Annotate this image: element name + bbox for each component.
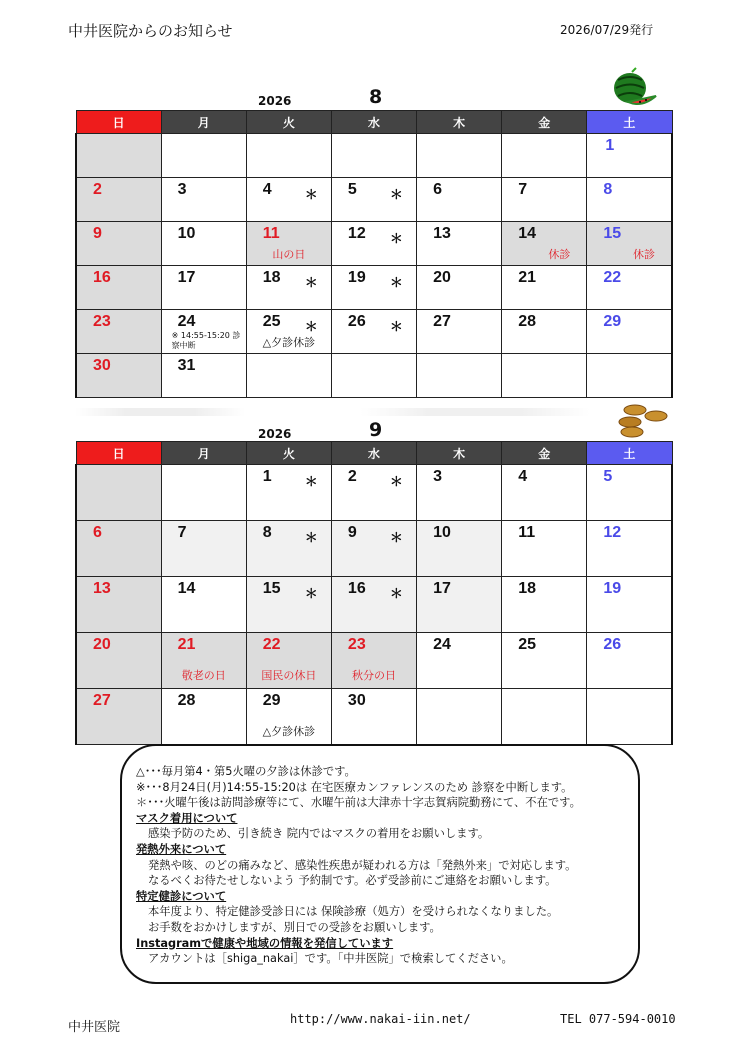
- day-cell: [331, 465, 416, 521]
- day-cell: [246, 689, 331, 745]
- day-number: 15: [603, 225, 622, 242]
- phone-number: TEL 077-594-0010: [560, 1012, 676, 1026]
- mask-heading: マスク着用について: [136, 811, 238, 825]
- fever-heading: 発熱外来について: [136, 842, 227, 856]
- day-cell: [76, 633, 161, 689]
- day-number: 2: [347, 468, 357, 485]
- day-cell: [331, 354, 416, 398]
- day-note: 秋分の日: [351, 669, 396, 682]
- day-cell: [331, 266, 416, 310]
- day-cell: [161, 134, 246, 178]
- weekday-thu: 木: [417, 442, 502, 465]
- day-note: 休診: [633, 248, 655, 261]
- day-note: 休診: [548, 248, 571, 261]
- absence-mark: ＊: [389, 232, 403, 247]
- weekday-mon: 月: [161, 111, 246, 134]
- notice-line: アカウントは［shiga_nakai］です。「中井医院」で検索してください。: [148, 952, 513, 966]
- weekday-tue: 火: [246, 442, 331, 465]
- website-link[interactable]: http://www.nakai-iin.net/: [290, 1012, 471, 1026]
- day-number: 17: [177, 269, 196, 286]
- day-number: 18: [518, 580, 536, 597]
- weekday-mon: 月: [161, 442, 246, 465]
- weekday-wed: 水: [331, 111, 416, 134]
- day-note: 敬老の日: [181, 669, 226, 682]
- day-cell: [161, 310, 246, 354]
- notice-line: △･･･毎月第4・第5火曜の夕診は休診です。: [136, 765, 356, 778]
- day-cell: [587, 178, 672, 222]
- day-cell: [417, 577, 502, 633]
- day-number: 9: [93, 225, 102, 242]
- day-number: 26: [603, 636, 622, 653]
- day-cell: [161, 577, 246, 633]
- day-cell: [417, 521, 502, 577]
- day-cell: [246, 134, 331, 178]
- august-year: 2026: [258, 94, 292, 108]
- weekday-sat: 土: [587, 111, 672, 134]
- decor-bar: [360, 408, 590, 416]
- day-number: 24: [433, 636, 451, 653]
- day-number: 8: [262, 524, 272, 541]
- day-number: 10: [433, 524, 451, 541]
- day-number: 14: [177, 580, 196, 597]
- day-number: 25: [518, 636, 536, 653]
- day-cell: [161, 633, 246, 689]
- day-cell: [502, 633, 587, 689]
- weekday-sat: 土: [587, 442, 672, 465]
- day-note: △夕診休診: [262, 725, 316, 738]
- absence-mark: ＊: [304, 188, 318, 203]
- instagram-heading: Instagramで健康や地域の情報を発信しています: [136, 936, 394, 950]
- absence-mark: ＊: [304, 531, 318, 546]
- absence-mark: ＊: [389, 276, 403, 291]
- day-number: 22: [603, 269, 622, 286]
- day-number: 24: [177, 313, 196, 330]
- august-calendar: [75, 110, 673, 398]
- day-number: 5: [603, 468, 613, 485]
- day-cell: [587, 222, 672, 266]
- day-number: 10: [177, 225, 196, 242]
- day-number: 4: [262, 181, 272, 198]
- day-cell: [417, 134, 502, 178]
- notice-line: ＊･･･火曜午後は訪問診療等にて、水曜午前は大津赤十字志賀病院勤務にて、不在です。: [136, 796, 581, 810]
- day-number: 8: [603, 181, 613, 198]
- notice-line: 感染予防のため、引き続き 院内ではマスクの着用をお願いします。: [148, 827, 490, 841]
- day-cell: [246, 222, 331, 266]
- day-note: 山の日: [272, 248, 306, 261]
- absence-mark: ＊: [304, 475, 318, 490]
- day-cell: [587, 689, 672, 745]
- day-number: 29: [262, 692, 281, 709]
- watermelon-icon: [608, 66, 658, 108]
- day-number: 18: [262, 269, 281, 286]
- checkup-heading: 特定健診について: [136, 889, 227, 903]
- weekday-tue: 火: [246, 111, 331, 134]
- notice-line: ※･･･8月24日(月)14:55-15:20は 在宅医療カンファレンスのため 診察を中断します。: [136, 780, 573, 794]
- day-cell: [417, 222, 502, 266]
- day-number: 19: [347, 269, 366, 286]
- day-number: 9: [347, 524, 357, 541]
- day-cell: [587, 310, 672, 354]
- day-number: 21: [518, 269, 536, 286]
- day-cell: [76, 310, 161, 354]
- issue-date: 2026/07/29発行: [560, 23, 654, 37]
- september-calendar: [75, 441, 673, 745]
- clinic-name: 中井医院: [68, 1020, 121, 1035]
- day-cell: [76, 354, 161, 398]
- weekday-fri: 金: [502, 111, 587, 134]
- day-cell: [502, 178, 587, 222]
- day-cell: [76, 222, 161, 266]
- weekday-sun: 日: [76, 111, 161, 134]
- notice-line: 発熱や咳、のどの痛みなど、感染性疾患が疑われる方は「発熱外来」で対応します。: [148, 858, 577, 872]
- day-number: 13: [93, 580, 111, 597]
- day-cell: [502, 465, 587, 521]
- day-cell: [502, 222, 587, 266]
- day-number: 30: [93, 357, 111, 374]
- day-number: 16: [93, 269, 111, 286]
- day-cell: [502, 266, 587, 310]
- notice-line: 本年度より、特定健診受診日には 保険診療（処方）を受けられなくなりました。: [148, 905, 559, 919]
- notice-line: なるべくお待たせしないよう 予約制です。必ず受診前にご連絡をお願いします。: [148, 874, 557, 888]
- day-number: 12: [347, 225, 366, 242]
- day-cell: [331, 521, 416, 577]
- day-number: 5: [347, 181, 357, 198]
- day-number: 11: [262, 225, 280, 242]
- day-cell: [246, 266, 331, 310]
- day-number: 31: [177, 357, 196, 374]
- day-cell: [331, 577, 416, 633]
- decor-bar: [75, 408, 245, 416]
- day-number: 1: [605, 137, 615, 154]
- day-cell: [76, 465, 161, 521]
- absence-mark: ＊: [389, 320, 403, 335]
- day-cell: [502, 310, 587, 354]
- day-cell: [417, 266, 502, 310]
- day-cell: [587, 465, 672, 521]
- day-number: 15: [262, 580, 281, 597]
- weekday-fri: 金: [502, 442, 587, 465]
- day-number: 12: [603, 524, 622, 541]
- day-cell: [161, 178, 246, 222]
- day-number: 27: [93, 692, 111, 709]
- day-number: 26: [347, 313, 366, 330]
- day-cell: [161, 521, 246, 577]
- day-number: 23: [347, 636, 366, 653]
- day-cell: [331, 689, 416, 745]
- day-cell: [76, 689, 161, 745]
- day-number: 3: [177, 181, 187, 198]
- day-cell: [161, 354, 246, 398]
- day-cell: [587, 577, 672, 633]
- day-cell: [331, 134, 416, 178]
- day-number: 21: [177, 636, 196, 653]
- day-number: 20: [433, 269, 451, 286]
- september-month: 9: [369, 419, 383, 441]
- day-cell: [76, 266, 161, 310]
- day-cell: [587, 134, 672, 178]
- notice-line: お手数をおかけしますが、別日での受診をお願いします。: [148, 920, 441, 934]
- absence-mark: ＊: [304, 320, 318, 335]
- day-number: 17: [433, 580, 451, 597]
- day-cell: [161, 222, 246, 266]
- day-cell: [246, 577, 331, 633]
- day-cell: [502, 354, 587, 398]
- day-cell: [76, 178, 161, 222]
- september-year: 2026: [258, 427, 292, 441]
- page-title: 中井医院からのお知らせ: [68, 22, 233, 40]
- day-number: 7: [518, 181, 528, 198]
- day-number: 28: [518, 313, 536, 330]
- day-cell: [417, 354, 502, 398]
- day-cell: [246, 310, 331, 354]
- notice-box: [120, 744, 640, 984]
- day-number: 14: [518, 225, 536, 242]
- day-cell: [417, 689, 502, 745]
- absence-mark: ＊: [304, 587, 318, 602]
- absence-mark: ＊: [304, 276, 318, 291]
- day-cell: [587, 521, 672, 577]
- day-number: 23: [93, 313, 111, 330]
- day-cell: [331, 178, 416, 222]
- day-number: 25: [262, 313, 281, 330]
- day-number: 4: [518, 468, 528, 485]
- day-number: 6: [93, 524, 102, 541]
- day-cell: [587, 266, 672, 310]
- day-number: 29: [603, 313, 622, 330]
- day-number: 6: [433, 181, 442, 198]
- day-note: △夕診休診: [262, 336, 316, 349]
- day-cell: [502, 134, 587, 178]
- day-number: 11: [518, 524, 536, 541]
- day-cell: [331, 310, 416, 354]
- day-cell: [161, 266, 246, 310]
- day-cell: [246, 178, 331, 222]
- absence-mark: ＊: [389, 188, 403, 203]
- day-cell: [246, 521, 331, 577]
- day-number: 30: [347, 692, 366, 709]
- day-cell: [246, 633, 331, 689]
- day-number: 1: [262, 468, 272, 485]
- day-cell: [76, 577, 161, 633]
- day-cell: [587, 354, 672, 398]
- day-cell: [331, 222, 416, 266]
- day-cell: [76, 521, 161, 577]
- day-cell: [502, 577, 587, 633]
- weekday-wed: 水: [331, 442, 416, 465]
- day-number: 22: [262, 636, 281, 653]
- day-cell: [161, 465, 246, 521]
- day-number: 20: [93, 636, 111, 653]
- day-number: 13: [433, 225, 451, 242]
- day-cell: [417, 465, 502, 521]
- day-cell: [502, 689, 587, 745]
- weekday-sun: 日: [76, 442, 161, 465]
- rice-cracker-icon: [610, 402, 670, 438]
- august-month: 8: [369, 86, 383, 108]
- day-cell: [161, 689, 246, 745]
- absence-mark: ＊: [389, 531, 403, 546]
- day-cell: [76, 134, 161, 178]
- day-number: 27: [433, 313, 451, 330]
- day-cell: [502, 521, 587, 577]
- day-cell: [417, 178, 502, 222]
- absence-mark: ＊: [389, 475, 403, 490]
- day-number: 3: [433, 468, 442, 485]
- day-cell: [331, 633, 416, 689]
- weekday-thu: 木: [417, 111, 502, 134]
- day-cell: [246, 465, 331, 521]
- day-number: 19: [603, 580, 622, 597]
- day-number: 16: [347, 580, 366, 597]
- day-cell: [246, 354, 331, 398]
- day-note: 国民の休日: [261, 669, 317, 682]
- day-small-note: ※ 14:55-15:20 診察中断: [171, 331, 241, 350]
- day-cell: [417, 633, 502, 689]
- day-number: 7: [177, 524, 187, 541]
- absence-mark: ＊: [389, 587, 403, 602]
- day-cell: [587, 633, 672, 689]
- day-cell: [417, 310, 502, 354]
- day-number: 28: [177, 692, 196, 709]
- day-number: 2: [93, 181, 102, 198]
